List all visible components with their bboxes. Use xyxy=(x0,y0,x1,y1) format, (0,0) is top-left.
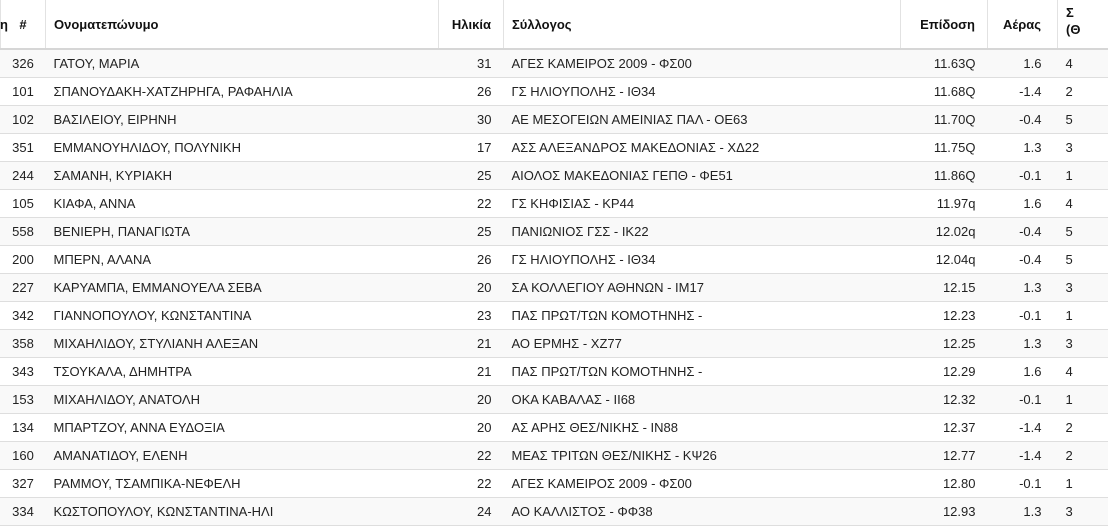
cell-extra: 2 xyxy=(1058,78,1108,106)
cell-age: 22 xyxy=(439,190,504,218)
column-header-position[interactable]: η xyxy=(0,0,1,49)
cell-club: ΠΑΣ ΠΡΩΤ/ΤΩΝ ΚΟΜΟΤΗΝΗΣ - xyxy=(504,358,901,386)
cell-wind: -0.4 xyxy=(988,218,1058,246)
cell-extra: 1 xyxy=(1058,386,1108,414)
cell-bib: 558 xyxy=(1,218,46,246)
table-row[interactable] xyxy=(0,162,1108,190)
table-row[interactable] xyxy=(0,330,1108,358)
cell-wind: 1.6 xyxy=(988,190,1058,218)
cell-name: ΜΠΕΡΝ, ΑΛΑΝΑ xyxy=(46,246,439,274)
cell-extra: 4 xyxy=(1058,358,1108,386)
cell-bib: 343 xyxy=(1,358,46,386)
cell-bib: 153 xyxy=(1,386,46,414)
column-header-extra-line1: Σ xyxy=(1066,4,1100,21)
cell-performance: 12.25 xyxy=(901,330,988,358)
cell-name: ΑΜΑΝΑΤΙΔΟΥ, ΕΛΕΝΗ xyxy=(46,442,439,470)
cell-name: ΕΜΜΑΝΟΥΗΛΙΔΟΥ, ΠΟΛΥΝΙΚΗ xyxy=(46,134,439,162)
cell-name: ΒΕΝΙΕΡΗ, ΠΑΝΑΓΙΩΤΑ xyxy=(46,218,439,246)
cell-bib: 160 xyxy=(1,442,46,470)
cell-wind: -1.4 xyxy=(988,442,1058,470)
column-header-extra[interactable] xyxy=(1058,0,1108,49)
cell-name: ΜΙΧΑΗΛΙΔΟΥ, ΑΝΑΤΟΛΗ xyxy=(46,386,439,414)
table-header-row xyxy=(0,0,1108,49)
table-row[interactable] xyxy=(0,134,1108,162)
cell-bib: 105 xyxy=(1,190,46,218)
cell-wind: -1.4 xyxy=(988,78,1058,106)
cell-wind: 1.6 xyxy=(988,49,1058,78)
cell-club: ΑΣΣ ΑΛΕΞΑΝΔΡΟΣ ΜΑΚΕΔΟΝΙΑΣ - ΧΔ22 xyxy=(504,134,901,162)
cell-performance: 11.70Q xyxy=(901,106,988,134)
cell-extra: 2 xyxy=(1058,442,1108,470)
cell-name: ΒΑΣΙΛΕΙΟΥ, ΕΙΡΗΝΗ xyxy=(46,106,439,134)
cell-age: 31 xyxy=(439,49,504,78)
cell-extra: 3 xyxy=(1058,330,1108,358)
cell-performance: 11.75Q xyxy=(901,134,988,162)
cell-age: 26 xyxy=(439,78,504,106)
column-header-club[interactable]: Σύλλογος xyxy=(504,0,901,49)
column-header-name[interactable]: Ονοματεπώνυμο xyxy=(46,0,439,49)
cell-club: ΓΣ ΚΗΦΙΣΙΑΣ - ΚΡ44 xyxy=(504,190,901,218)
table-row[interactable] xyxy=(0,498,1108,526)
table-row[interactable] xyxy=(0,470,1108,498)
cell-age: 25 xyxy=(439,218,504,246)
cell-age: 23 xyxy=(439,302,504,330)
cell-extra: 5 xyxy=(1058,218,1108,246)
cell-extra: 5 xyxy=(1058,106,1108,134)
cell-extra: 2 xyxy=(1058,414,1108,442)
cell-bib: 326 xyxy=(1,49,46,78)
cell-wind: -0.4 xyxy=(988,106,1058,134)
cell-age: 21 xyxy=(439,330,504,358)
cell-performance: 12.32 xyxy=(901,386,988,414)
cell-name: ΓΙΑΝΝΟΠΟΥΛΟΥ, ΚΩΝΣΤΑΝΤΙΝΑ xyxy=(46,302,439,330)
cell-age: 30 xyxy=(439,106,504,134)
cell-club: ΜΕΑΣ ΤΡΙΤΩΝ ΘΕΣ/ΝΙΚΗΣ - ΚΨ26 xyxy=(504,442,901,470)
table-row[interactable] xyxy=(0,358,1108,386)
cell-wind: -0.1 xyxy=(988,470,1058,498)
cell-age: 17 xyxy=(439,134,504,162)
cell-wind: 1.6 xyxy=(988,358,1058,386)
cell-club: ΠΑΣ ΠΡΩΤ/ΤΩΝ ΚΟΜΟΤΗΝΗΣ - xyxy=(504,302,901,330)
cell-performance: 12.02q xyxy=(901,218,988,246)
cell-name: ΣΠΑΝΟΥΔΑΚΗ-ΧΑΤΖΗΡΗΓΑ, ΡΑΦΑΗΛΙΑ xyxy=(46,78,439,106)
cell-club: ΑΕ ΜΕΣΟΓΕΙΩΝ ΑΜΕΙΝΙΑΣ ΠΑΛ - ΟΕ63 xyxy=(504,106,901,134)
cell-performance: 12.29 xyxy=(901,358,988,386)
cell-name: ΣΑΜΑΝΗ, ΚΥΡΙΑΚΗ xyxy=(46,162,439,190)
cell-wind: 1.3 xyxy=(988,274,1058,302)
cell-bib: 227 xyxy=(1,274,46,302)
cell-performance: 11.86Q xyxy=(901,162,988,190)
cell-age: 20 xyxy=(439,386,504,414)
cell-performance: 11.68Q xyxy=(901,78,988,106)
cell-age: 22 xyxy=(439,442,504,470)
cell-bib: 351 xyxy=(1,134,46,162)
cell-club: ΣΑ ΚΟΛΛΕΓΙΟΥ ΑΘΗΝΩΝ - ΙΜ17 xyxy=(504,274,901,302)
cell-bib: 342 xyxy=(1,302,46,330)
cell-wind: 1.3 xyxy=(988,498,1058,526)
cell-bib: 244 xyxy=(1,162,46,190)
cell-performance: 12.23 xyxy=(901,302,988,330)
cell-name: ΤΣΟΥΚΑΛΑ, ΔΗΜΗΤΡΑ xyxy=(46,358,439,386)
cell-club: ΑΣ ΑΡΗΣ ΘΕΣ/ΝΙΚΗΣ - ΙΝ88 xyxy=(504,414,901,442)
cell-name: ΚΙΑΦΑ, ΑΝΝΑ xyxy=(46,190,439,218)
column-header-extra-line2: (Θ xyxy=(1066,21,1100,38)
cell-performance: 12.04q xyxy=(901,246,988,274)
cell-club: ΟΚΑ ΚΑΒΑΛΑΣ - ΙΙ68 xyxy=(504,386,901,414)
cell-age: 22 xyxy=(439,470,504,498)
cell-age: 25 xyxy=(439,162,504,190)
cell-bib: 134 xyxy=(1,414,46,442)
table-row[interactable] xyxy=(0,218,1108,246)
cell-club: ΓΣ ΗΛΙΟΥΠΟΛΗΣ - ΙΘ34 xyxy=(504,246,901,274)
cell-extra: 4 xyxy=(1058,49,1108,78)
cell-extra: 1 xyxy=(1058,162,1108,190)
cell-name: ΚΩΣΤΟΠΟΥΛΟΥ, ΚΩΝΣΤΑΝΤΙΝΑ-ΗΛΙ xyxy=(46,498,439,526)
cell-extra: 3 xyxy=(1058,274,1108,302)
cell-club: ΑΙΟΛΟΣ ΜΑΚΕΔΟΝΙΑΣ ΓΕΠΘ - ΦΕ51 xyxy=(504,162,901,190)
cell-extra: 4 xyxy=(1058,190,1108,218)
cell-club: ΠΑΝΙΩΝΙΟΣ ΓΣΣ - ΙΚ22 xyxy=(504,218,901,246)
cell-performance: 12.77 xyxy=(901,442,988,470)
cell-bib: 327 xyxy=(1,470,46,498)
cell-club: ΓΣ ΗΛΙΟΥΠΟΛΗΣ - ΙΘ34 xyxy=(504,78,901,106)
cell-bib: 200 xyxy=(1,246,46,274)
cell-name: ΡΑΜΜΟΥ, ΤΣΑΜΠΙΚΑ-ΝΕΦΕΛΗ xyxy=(46,470,439,498)
cell-extra: 1 xyxy=(1058,302,1108,330)
table-row[interactable] xyxy=(0,246,1108,274)
cell-performance: 12.93 xyxy=(901,498,988,526)
column-header-age[interactable]: Ηλικία xyxy=(439,0,504,49)
cell-performance: 11.97q xyxy=(901,190,988,218)
cell-name: ΓΑΤΟΥ, ΜΑΡΙΑ xyxy=(46,49,439,78)
table-row[interactable] xyxy=(0,442,1108,470)
column-header-performance[interactable]: Επίδοση xyxy=(901,0,988,49)
table-row[interactable] xyxy=(0,78,1108,106)
cell-performance: 12.37 xyxy=(901,414,988,442)
cell-wind: 1.3 xyxy=(988,134,1058,162)
table-row[interactable] xyxy=(0,106,1108,134)
table-row[interactable] xyxy=(0,190,1108,218)
cell-age: 21 xyxy=(439,358,504,386)
column-header-wind[interactable]: Αέρας xyxy=(988,0,1058,49)
column-header-bib[interactable]: # xyxy=(1,0,46,49)
results-table-body xyxy=(0,49,1108,526)
cell-wind: -0.4 xyxy=(988,246,1058,274)
table-row[interactable] xyxy=(0,274,1108,302)
cell-bib: 101 xyxy=(1,78,46,106)
cell-performance: 12.80 xyxy=(901,470,988,498)
cell-name: ΚΑΡΥΑΜΠΑ, ΕΜΜΑΝΟΥΕΛΑ ΣΕΒΑ xyxy=(46,274,439,302)
table-row[interactable] xyxy=(0,302,1108,330)
cell-club: ΑΓΕΣ ΚΑΜΕΙΡΟΣ 2009 - ΦΣ00 xyxy=(504,470,901,498)
cell-bib: 358 xyxy=(1,330,46,358)
cell-performance: 11.63Q xyxy=(901,49,988,78)
table-row[interactable] xyxy=(0,386,1108,414)
cell-club: ΑΓΕΣ ΚΑΜΕΙΡΟΣ 2009 - ΦΣ00 xyxy=(504,49,901,78)
cell-performance: 12.15 xyxy=(901,274,988,302)
table-row[interactable] xyxy=(0,49,1108,78)
cell-extra: 3 xyxy=(1058,498,1108,526)
cell-age: 20 xyxy=(439,274,504,302)
cell-extra: 5 xyxy=(1058,246,1108,274)
cell-wind: -1.4 xyxy=(988,414,1058,442)
cell-extra: 1 xyxy=(1058,470,1108,498)
cell-bib: 102 xyxy=(1,106,46,134)
cell-name: ΜΙΧΑΗΛΙΔΟΥ, ΣΤΥΛΙΑΝΗ ΑΛΕΞΑΝ xyxy=(46,330,439,358)
cell-age: 26 xyxy=(439,246,504,274)
cell-wind: -0.1 xyxy=(988,162,1058,190)
cell-age: 20 xyxy=(439,414,504,442)
cell-extra: 3 xyxy=(1058,134,1108,162)
cell-age: 24 xyxy=(439,498,504,526)
cell-wind: -0.1 xyxy=(988,386,1058,414)
cell-wind: -0.1 xyxy=(988,302,1058,330)
cell-bib: 334 xyxy=(1,498,46,526)
cell-name: ΜΠΑΡΤΖΟΥ, ΑΝΝΑ ΕΥΔΟΞΙΑ xyxy=(46,414,439,442)
cell-wind: 1.3 xyxy=(988,330,1058,358)
cell-club: ΑΟ ΚΑΛΛΙΣΤΟΣ - ΦΦ38 xyxy=(504,498,901,526)
table-row[interactable] xyxy=(0,414,1108,442)
cell-club: ΑΟ ΕΡΜΗΣ - ΧΖ77 xyxy=(504,330,901,358)
